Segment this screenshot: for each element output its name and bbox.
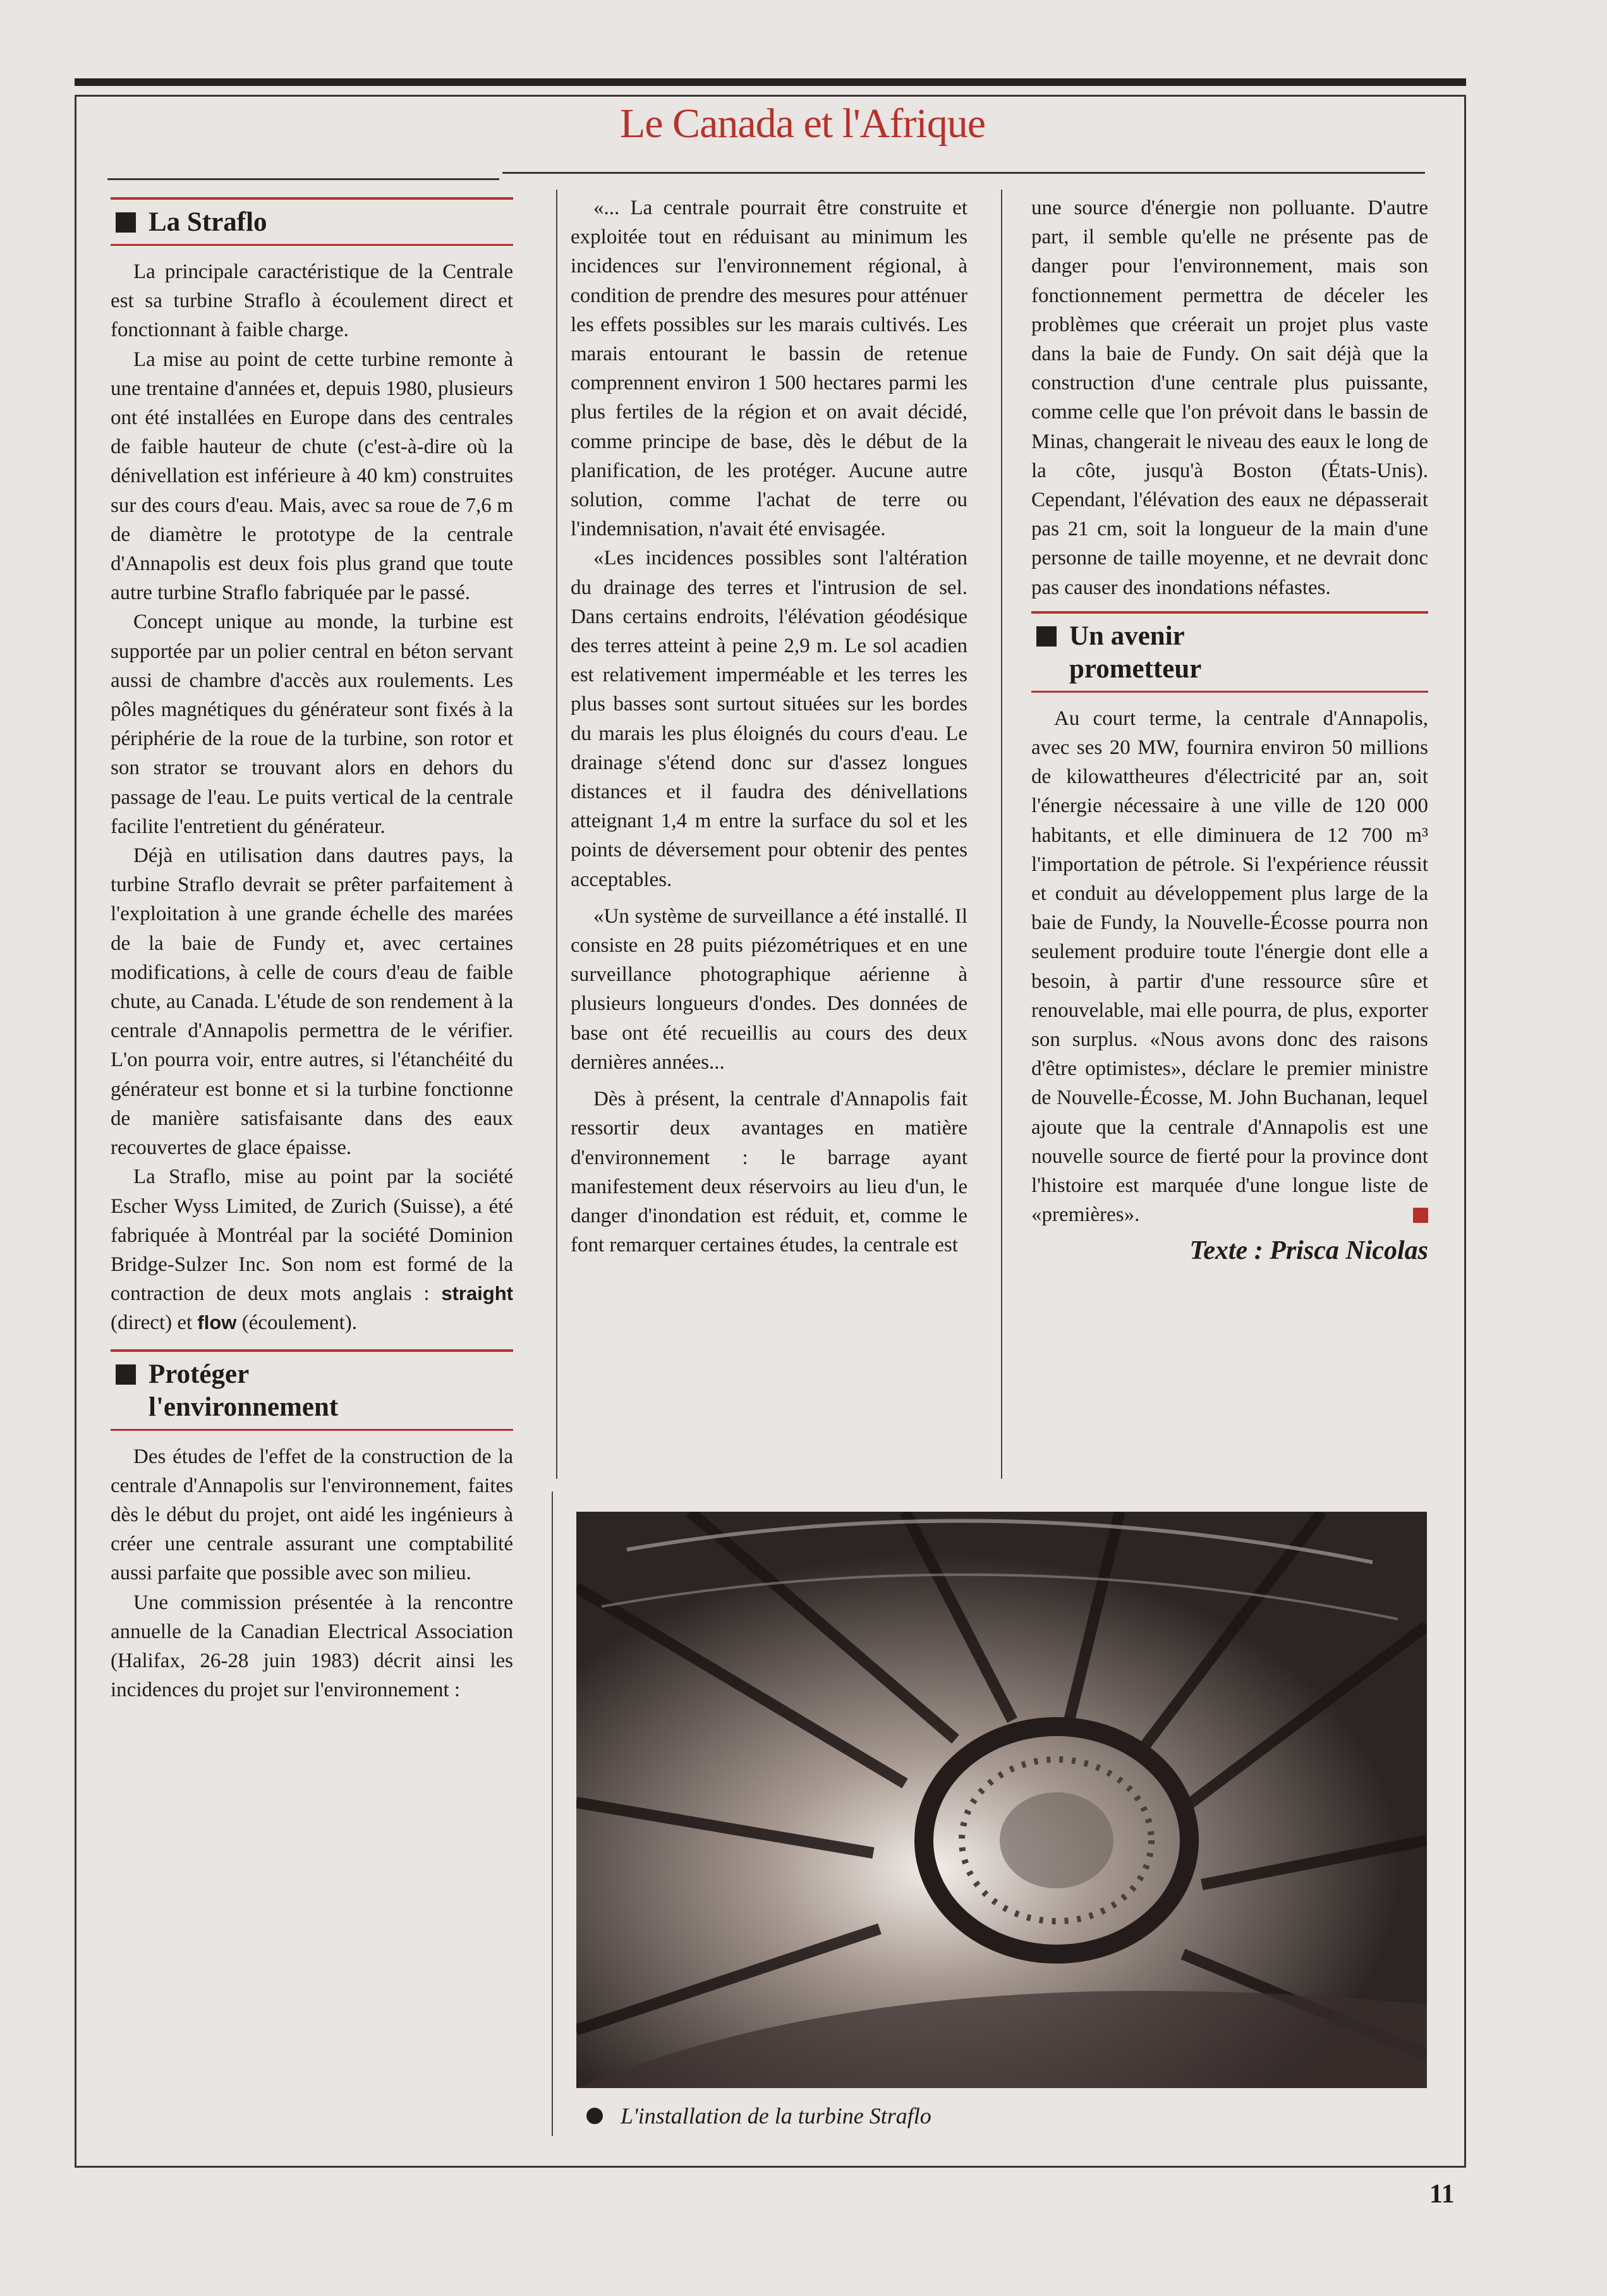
paragraph: Déjà en utilisation dans dautres pays, la turbine Straflo devrait se prêter parfaitement à l'exploitation à une grande échelle des marées de la baie de Fundy et, avec certaines modifications, à celle de cours d'eau de faible chute, au Canada. L'étude de son rendement à la centrale d'Annapolis permettra de le vérifier. L'on pourra voir, entre autres, si l'étanchéité du générateur est bonne et si la turbine fonctionne de manière satisfaisante dans des eaux recouvertes de glace épaisse.	[111, 844, 513, 1160]
square-bullet-icon	[116, 212, 136, 233]
square-bullet-icon	[1036, 626, 1057, 647]
end-mark-icon	[1413, 1208, 1428, 1223]
section-title: Protéger	[149, 1359, 250, 1389]
middle-column	[571, 193, 967, 1260]
photo-caption	[586, 2103, 931, 2129]
section-title: l'environnement	[149, 1392, 339, 1422]
section-heading-environnement	[111, 1349, 513, 1431]
masthead-title: Le Canada et l'Afrique	[619, 100, 986, 147]
column-divider-3	[552, 1491, 553, 2136]
heading-rule	[1031, 691, 1428, 693]
left-column	[111, 197, 513, 1704]
bold-term: flow	[197, 1311, 237, 1334]
right-column	[1031, 193, 1428, 1265]
paragraph: La Straflo, mise au point par la société Escher Wyss Limited, de Zurich (Suisse), a été fabriquée à Montréal par la société Dominion Bridge-Sulzer Inc. Son nom est formé de la contraction de deux mots anglais : straight (direct) et flow (écoulement).	[111, 1165, 513, 1335]
paragraph: «Un système de surveillance a été installé. Il consiste en 28 puits piézométriques et en une surveillance photographique aérienne à plusieurs longueurs d'ondes. Des données de base ont été recueillis au cours des deux dernières années...	[571, 904, 967, 1074]
heading-rule	[111, 1429, 513, 1431]
section-title: prometteur	[1069, 653, 1202, 684]
caption-text: L'installation de la turbine Straflo	[621, 2103, 931, 2129]
masthead-rule-left	[107, 178, 499, 180]
paragraph: Une commission présentée à la rencontre annuelle de la Canadian Electrical Association (Halifax, 26-28 juin 1983) décrit ainsi les incidences du projet sur l'environnement :	[111, 1591, 513, 1702]
bullet-dot-icon	[586, 2108, 603, 2124]
heading-rule	[111, 244, 513, 246]
column-divider-2	[1001, 190, 1002, 1479]
paragraph: La mise au point de cette turbine remonte à une trentaine d'années et, depuis 1980, plusieurs ont été installées en Europe dans des centrales de faible hauteur de chute (c'est-à-dire où la dénivellation est inférieure à 40 km) construites sur des cours d'eau. Mais, avec sa roue de 7,6 m de diamètre le prototype de la centrale d'Annapolis est deux fois plus grand que toute autre turbine Straflo fabriquée par le passé.	[111, 348, 513, 605]
paragraph: une source d'énergie non polluante. D'autre part, il semble qu'elle ne présente pas de danger pour l'environnement, mais son fonctionnement permettra de déceler les problèmes que créerait un projet plus vaste dans la baie de Fundy. On sait déjà que la construction d'une centrale plus puissante, comme celle que l'on prévoit dans le bassin de Minas, changerait le niveau des eaux le long de la côte, jusqu'à Boston (États-Unis). Cependant, l'élévation des eaux ne dépasserait pas 21 cm, soit la longueur de la main d'une personne de taille moyenne, et ne devrait donc pas causer des inondations néfastes.	[1031, 197, 1428, 599]
column-divider-1	[556, 190, 557, 1479]
masthead-rule-right	[502, 172, 1425, 174]
turbine-photo	[576, 1512, 1427, 2088]
section-title: La Straflo	[149, 207, 267, 237]
bold-term: straight	[441, 1282, 513, 1305]
section-heading-avenir	[1031, 611, 1428, 693]
section-title: Un avenir	[1069, 621, 1185, 651]
square-bullet-icon	[116, 1364, 136, 1385]
paragraph: La principale caractéristique de la Centrale est sa turbine Straflo à écoulement direct et fonctionnant à faible charge.	[111, 260, 513, 342]
page-number: 11	[1429, 2180, 1455, 2209]
section-heading-straflo	[111, 197, 513, 246]
paragraph: «Les incidences possibles sont l'altération du drainage des terres et l'intrusion de sel. Dans certains endroits, l'élévation géodésique des terres atteint à peine 2,9 m. Le sol acadien est relativement imperméable et les terres les plus basses sont surtout situées sur les bordes du marais les plus éloignés du cours d'eau. Le drainage s'étend donc sur d'assez longues distances et il faudra des dénivellations atteignant 1,4 m entre la surface du sol et les points de déversement pour obtenir des pentes acceptables.	[571, 547, 967, 891]
paragraph: Concept unique au monde, la turbine est supportée par un polier central en béton servant aussi de chambre d'accès aux roulements. Les pôles magnétiques du générateur sont fixés à la périphérie de la roue de la turbine, son rotor et son strator se trouvant alors en dehors du passage de l'eau. Le puits vertical de la centrale facilite l'entretient du générateur.	[111, 610, 513, 838]
turbine-image	[576, 1512, 1427, 2088]
paragraph: Dès à présent, la centrale d'Annapolis fait ressortir deux avantages en matière d'environnement : le barrage ayant manifestement deux réservoirs au lieu d'un, le danger d'inondation est réduit, et, comme le font remarquer certaines études, la centrale est	[571, 1088, 967, 1257]
paragraph: Au court terme, la centrale d'Annapolis, avec ses 20 MW, fournira environ 50 millions de kilowattheures d'électricité par an, soit l'énergie nécessaire à une ville de 120 000 habitants, et elle diminuera de 12 700 m³ l'importation de pétrole. Si l'expérience réussit et conduit au développement plus large de la baie de Fundy, la Nouvelle-Écosse pourra non seulement produire toute l'énergie dont elle a besoin, à partir d'une ressource sûre et renouvelable, mai elle pourra, de plus, exporter son surplus. «Nous avons donc des raisons d'être optimistes», déclare le premier ministre de Nouvelle-Écosse, M. John Buchanan, lequel ajoute que la centrale d'Annapolis est une nouvelle source de fierté pour la province dont l'histoire est marquée d'une longue liste de «premières».	[1031, 707, 1428, 1227]
paragraph: «... La centrale pourrait être construite et exploitée tout en réduisant au minimum les incidences sur l'environnement régional, à condition de prendre des mesures pour atténuer les effets possibles sur les marais cultivés. Les marais entourant le bassin de retenue comprennent environ 1 500 hectares parmi les plus fertiles de la région et on avait décidé, comme principe de base, dès le début de la planification, de les protéger. Aucune autre solution, comme l'achat de terre ou l'indemnisation, n'avait été envisagée.	[571, 197, 967, 541]
byline: Texte : Prisca Nicolas	[1189, 1236, 1428, 1265]
paragraph: Des études de l'effet de la construction de la centrale d'Annapolis sur l'environnement, faites dès le début du projet, ont aidé les ingénieurs à créer une centrale assurant une comptabilité aussi parfaite que possible avec son milieu.	[111, 1445, 513, 1585]
top-rule	[75, 78, 1466, 86]
